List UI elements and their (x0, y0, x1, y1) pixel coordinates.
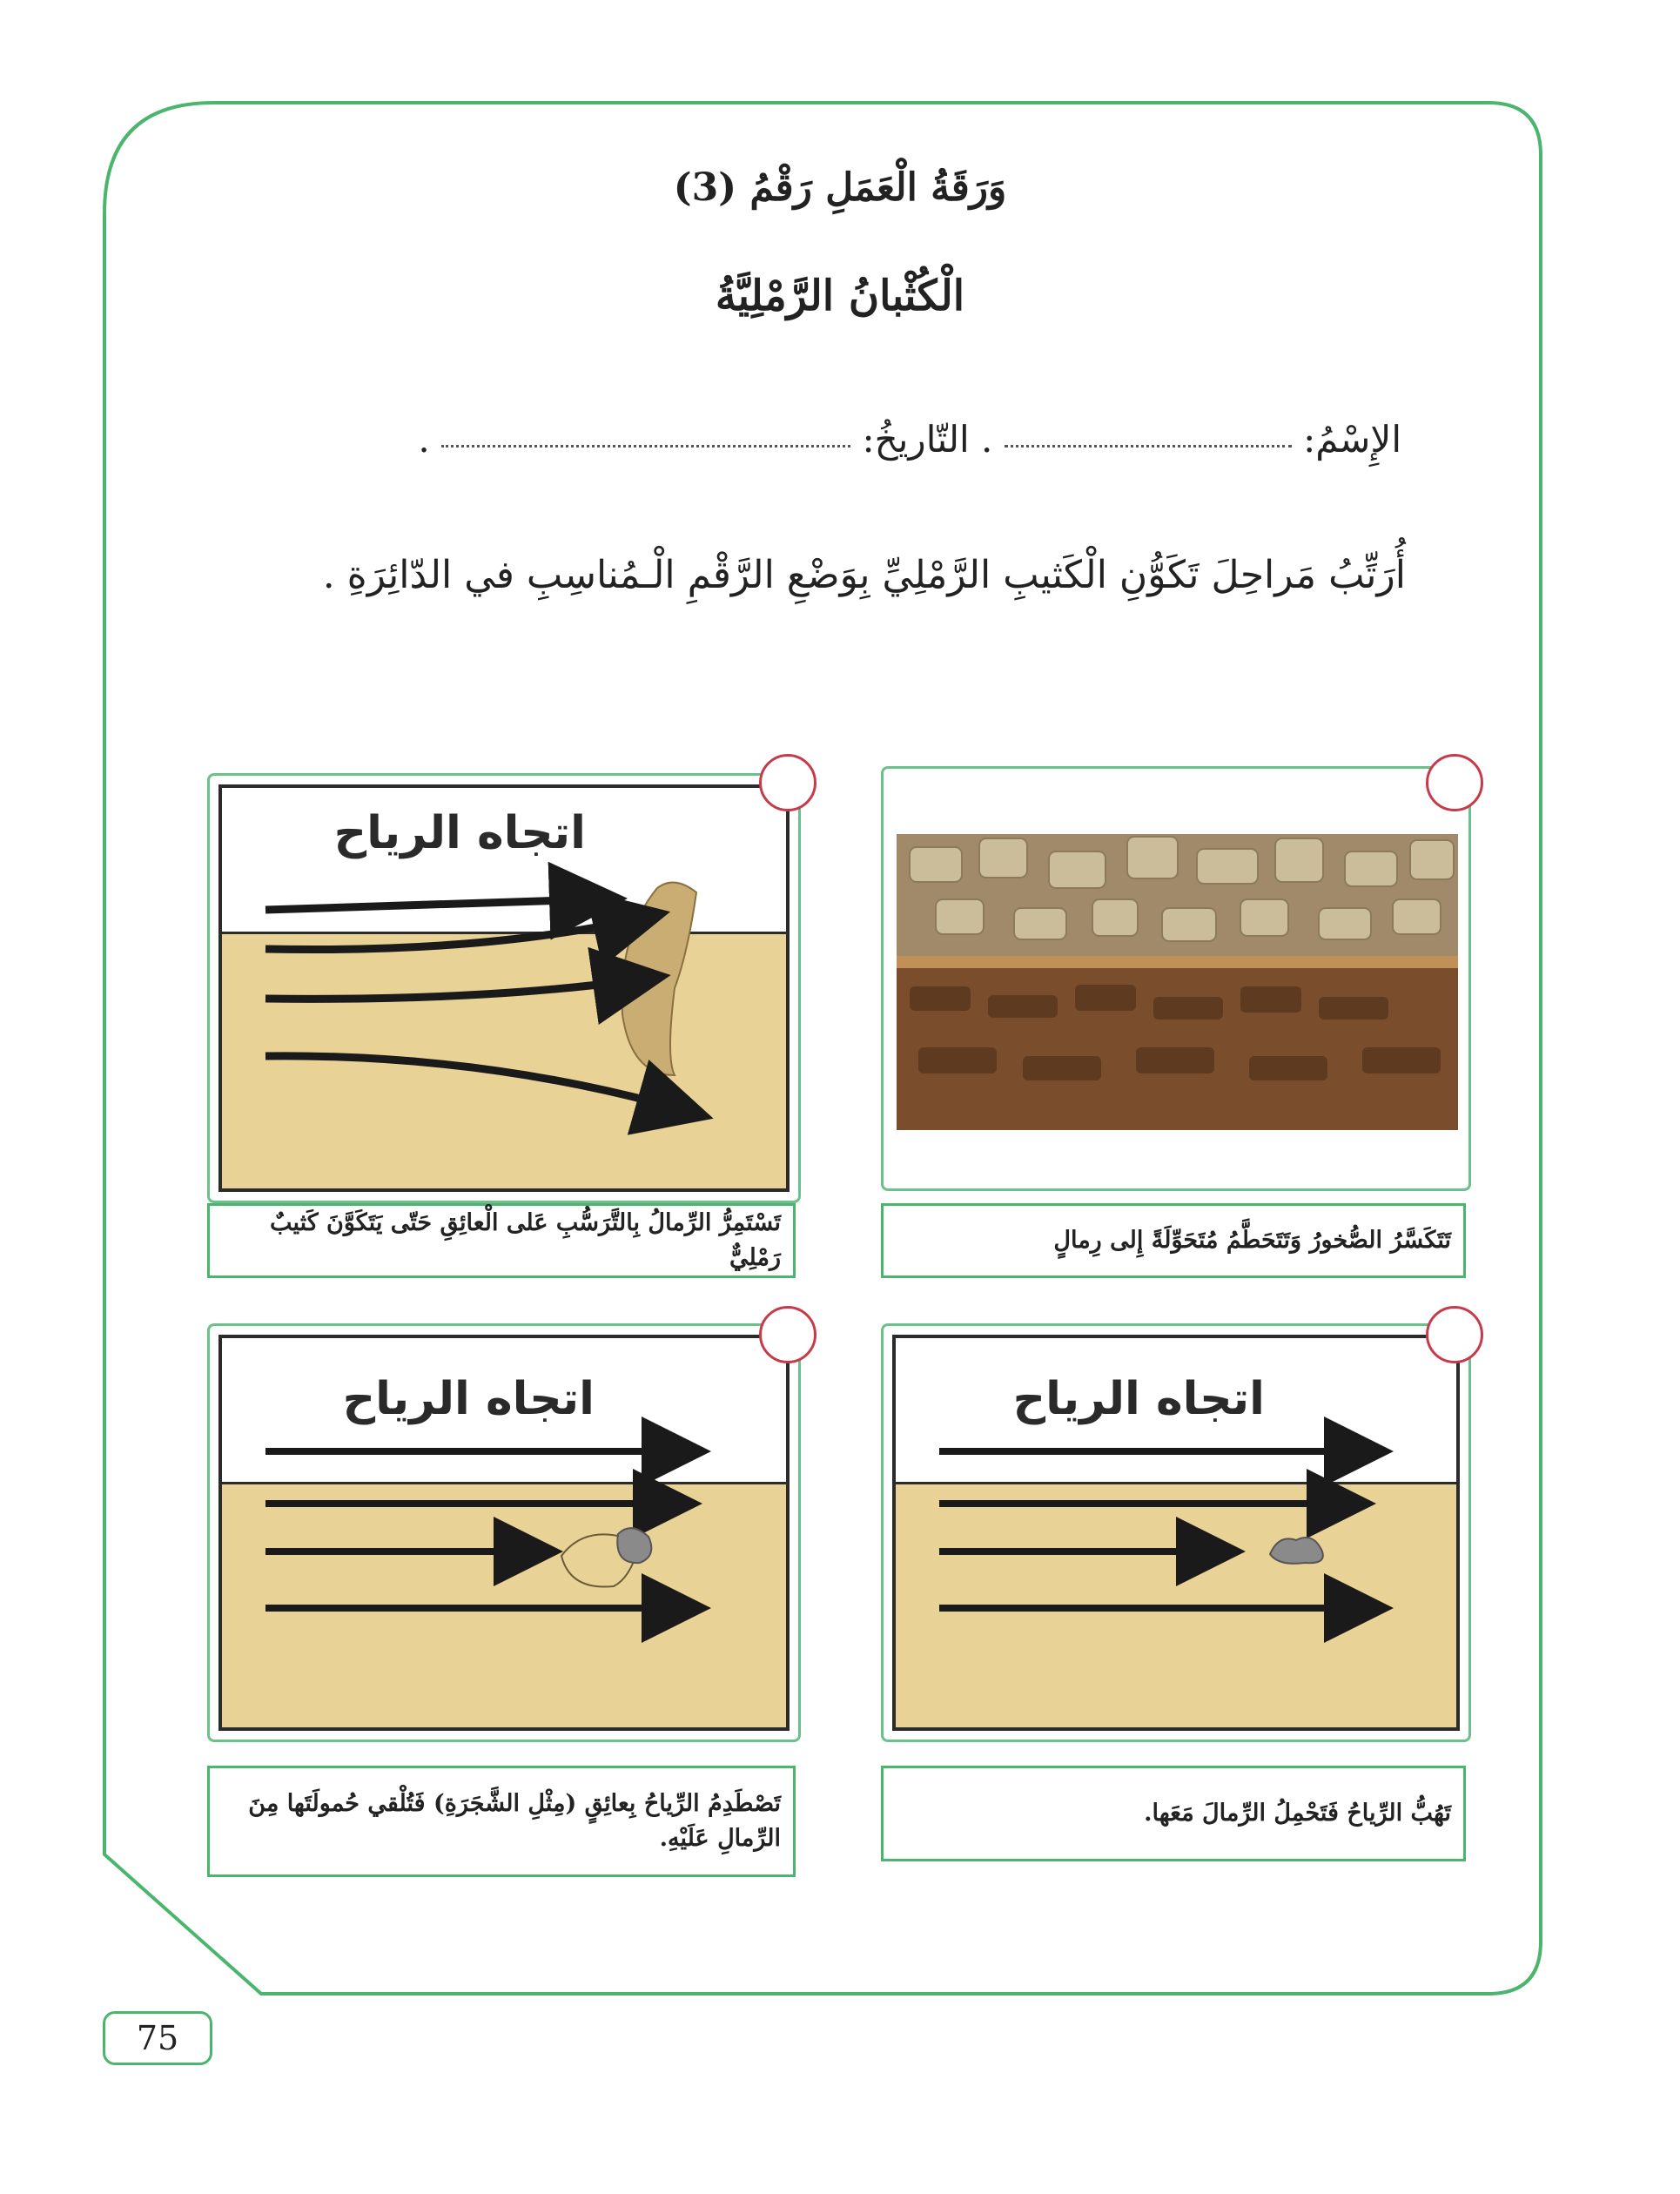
name-label: الإِسْمُ: (1303, 418, 1401, 461)
rock-layers-drawing (884, 769, 1468, 1188)
panel-dune-forming (207, 773, 801, 1203)
instruction-text: أُرَتِّبُ مَراحِلَ تَكَوُّنِ الْكَثيبِ الرَّمْلِيِّ بِوَضْعِ الرَّقْمِ الْـمُناسِبِ في الدّائِرَةِ . (322, 553, 1406, 597)
wind-arrows-drawing (896, 1338, 1462, 1730)
topic-title: الْكُثْبانُ الرَّمْلِيَّةُ (715, 272, 965, 320)
name-field[interactable] (1005, 438, 1292, 448)
rock-shape (1270, 1538, 1323, 1564)
panel-wind-carries-sand (881, 1323, 1471, 1742)
wind-direction-label: اتجاه الرياح (342, 1373, 595, 1425)
name-date-line (418, 418, 1401, 461)
obstacle-rock-shape (617, 1528, 651, 1563)
worksheet-title: وَرَقَةُ الْعَمَلِ رَقْمُ (3) (673, 165, 1007, 210)
page-number: 75 (103, 2011, 212, 2065)
date-field[interactable] (441, 438, 850, 448)
caption-wind-carries-sand: تَهُبُّ الرِّياحُ فَتَحْمِلُ الرِّمالَ مَعَها. (881, 1766, 1466, 1861)
wind-arrows-drawing (222, 1338, 788, 1730)
order-circle-4[interactable] (1426, 1306, 1483, 1363)
wind-direction-label: اتجاه الرياح (1012, 1373, 1265, 1425)
trailing-period: . (418, 418, 430, 461)
order-circle-1[interactable] (759, 754, 816, 811)
panel-rocks-breaking (881, 766, 1471, 1191)
illustration-frame (892, 1335, 1460, 1731)
caption-rocks-breaking: تَتَكَسَّرُ الصُّخورُ وَتَتَحَطَّمُ مُتَحَوِّلَةً إِلى رِمالٍ (881, 1203, 1466, 1278)
illustration-frame (218, 784, 790, 1192)
caption-wind-obstacle: تَصْطَدِمُ الرِّياحُ بِعائِقٍ (مِثْلِ الشَّجَرَةِ) فَتُلْقي حُمولَتَها مِنَ الرِّمالِ عَلَيْهِ. (207, 1766, 796, 1877)
illustration-frame (218, 1335, 790, 1731)
order-circle-3[interactable] (759, 1306, 816, 1363)
caption-dune-forming: تَسْتَمِرُّ الرِّمالُ بِالتَّرَسُّبِ عَلى الْعائِقِ حَتّى يَتَكَوَّنَ كَثيبٌ رَمْلِيٌّ (207, 1203, 796, 1278)
order-circle-2[interactable] (1426, 754, 1483, 811)
panel-wind-obstacle (207, 1323, 801, 1742)
wind-direction-label: اتجاه الرياح (333, 807, 586, 859)
date-label: . التّاريخُ: (862, 418, 993, 461)
wind-arrows-drawing (222, 788, 788, 1188)
